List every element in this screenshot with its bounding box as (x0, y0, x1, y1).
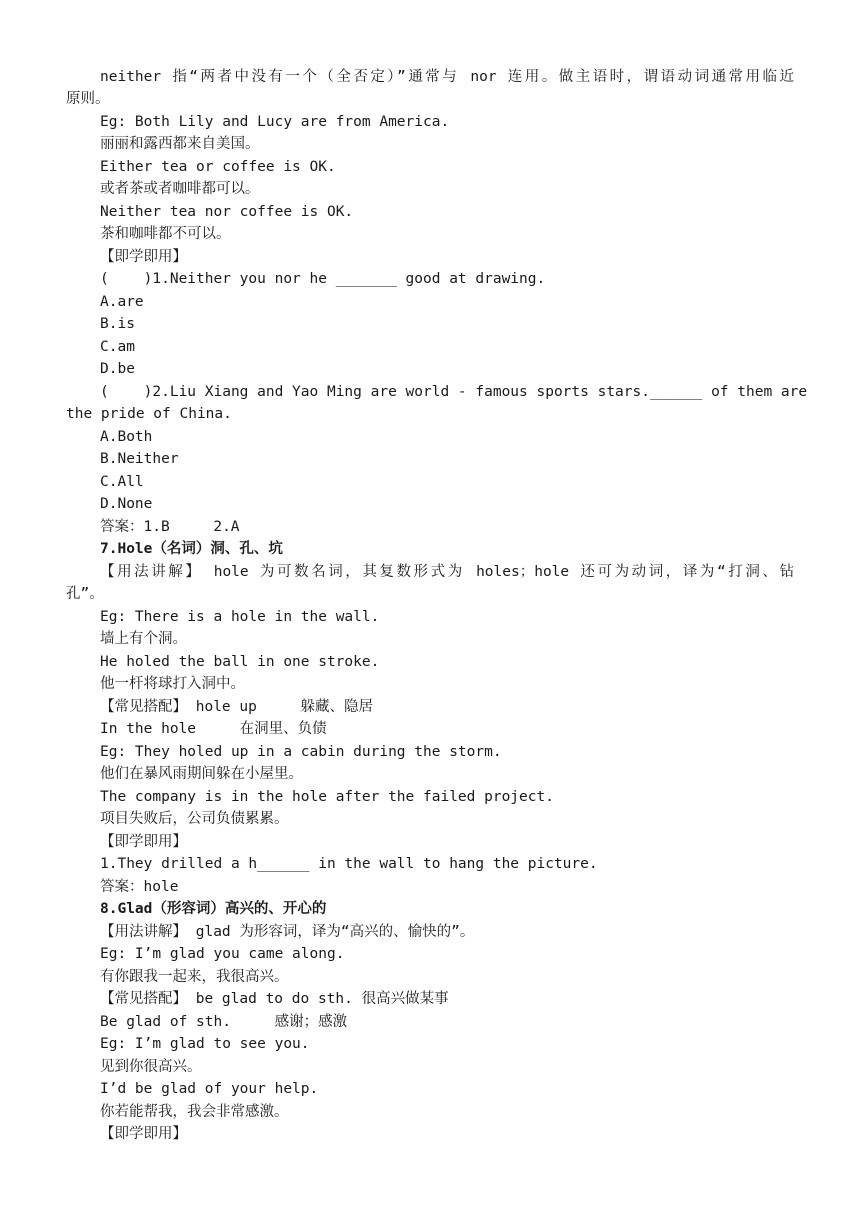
example-sentence: Eg: I’m glad to see you. (100, 1036, 310, 1052)
translation-line: 墙上有个洞。 (100, 631, 187, 647)
example-sentence: The company is in the hole after the failed project. (100, 789, 554, 805)
example-sentence: Neither tea nor coffee is OK. (100, 204, 354, 220)
translation-line: 或者茶或者咖啡都可以。 (100, 181, 260, 197)
option-line: B.is (100, 316, 135, 332)
question-line: 1.They drilled a h______ in the wall to hang the picture. (100, 856, 598, 872)
answer-line: 答案：1.B 2.A (100, 519, 240, 535)
option-line: C.am (100, 339, 135, 355)
option-line: D.be (100, 361, 135, 377)
question-line: ( )1.Neither you nor he _______ good at drawing. (100, 271, 546, 287)
question-line: ( )2.Liu Xiang and Yao Ming are world - famous sports stars.______ of them are (100, 384, 808, 400)
example-sentence: Either tea or coffee is OK. (100, 159, 336, 175)
translation-line: 有你跟我一起来，我很高兴。 (100, 969, 289, 985)
translation-line: 见到你很高兴。 (100, 1059, 202, 1075)
translation-line: 你若能帮我，我会非常感激。 (100, 1104, 289, 1120)
section-heading-practice: 【即学即用】 (100, 249, 187, 265)
option-line: C.All (100, 474, 144, 490)
option-line: A.Both (100, 429, 153, 445)
collocation-line: 【常见搭配】 hole up 躲藏、隐居 (100, 699, 373, 715)
translation-line: 茶和咖啡都不可以。 (100, 226, 231, 242)
option-line: B.Neither (100, 451, 179, 467)
usage-explanation: 孔”。 (66, 586, 104, 602)
section-heading-practice: 【即学即用】 (100, 834, 187, 850)
vocab-heading: 7.Hole（名词）洞、孔、坑 (100, 541, 283, 557)
usage-explanation: 【用法讲解】 hole 为可数名词，其复数形式为 holes；hole 还可为动词，译为“打洞、钻 (100, 564, 794, 580)
example-sentence: Eg: Both Lily and Lucy are from America. (100, 114, 450, 130)
example-sentence: He holed the ball in one stroke. (100, 654, 380, 670)
section-heading-practice: 【即学即用】 (100, 1126, 187, 1142)
vocab-heading: 8.Glad（形容词）高兴的、开心的 (100, 901, 327, 917)
translation-line: 他们在暴风雨期间躲在小屋里。 (100, 766, 303, 782)
usage-explanation: 【用法讲解】 glad 为形容词，译为“高兴的、愉快的”。 (100, 924, 475, 940)
collocation-line: 【常见搭配】 be glad to do sth. 很高兴做某事 (100, 991, 449, 1007)
collocation-line: Be glad of sth. 感谢；感激 (100, 1014, 348, 1030)
example-sentence: Eg: There is a hole in the wall. (100, 609, 380, 625)
option-line: D.None (100, 496, 153, 512)
question-line: the pride of China. (66, 406, 232, 422)
translation-line: 丽丽和露西都来自美国。 (100, 136, 260, 152)
translation-line: 他一杆将球打入洞中。 (100, 676, 245, 692)
paragraph-line: 原则。 (66, 91, 110, 107)
translation-line: 项目失败后，公司负债累累。 (100, 811, 289, 827)
answer-line: 答案：hole (100, 879, 179, 895)
option-line: A.are (100, 294, 144, 310)
paragraph-line: neither 指“两者中没有一个（全否定）”通常与 nor 连用。做主语时，谓语动词通常用临近 (100, 69, 794, 85)
example-sentence: Eg: I’m glad you came along. (100, 946, 345, 962)
collocation-line: In the hole 在洞里、负债 (100, 721, 327, 737)
example-sentence: Eg: They holed up in a cabin during the storm. (100, 744, 502, 760)
example-sentence: I’d be glad of your help. (100, 1081, 319, 1097)
